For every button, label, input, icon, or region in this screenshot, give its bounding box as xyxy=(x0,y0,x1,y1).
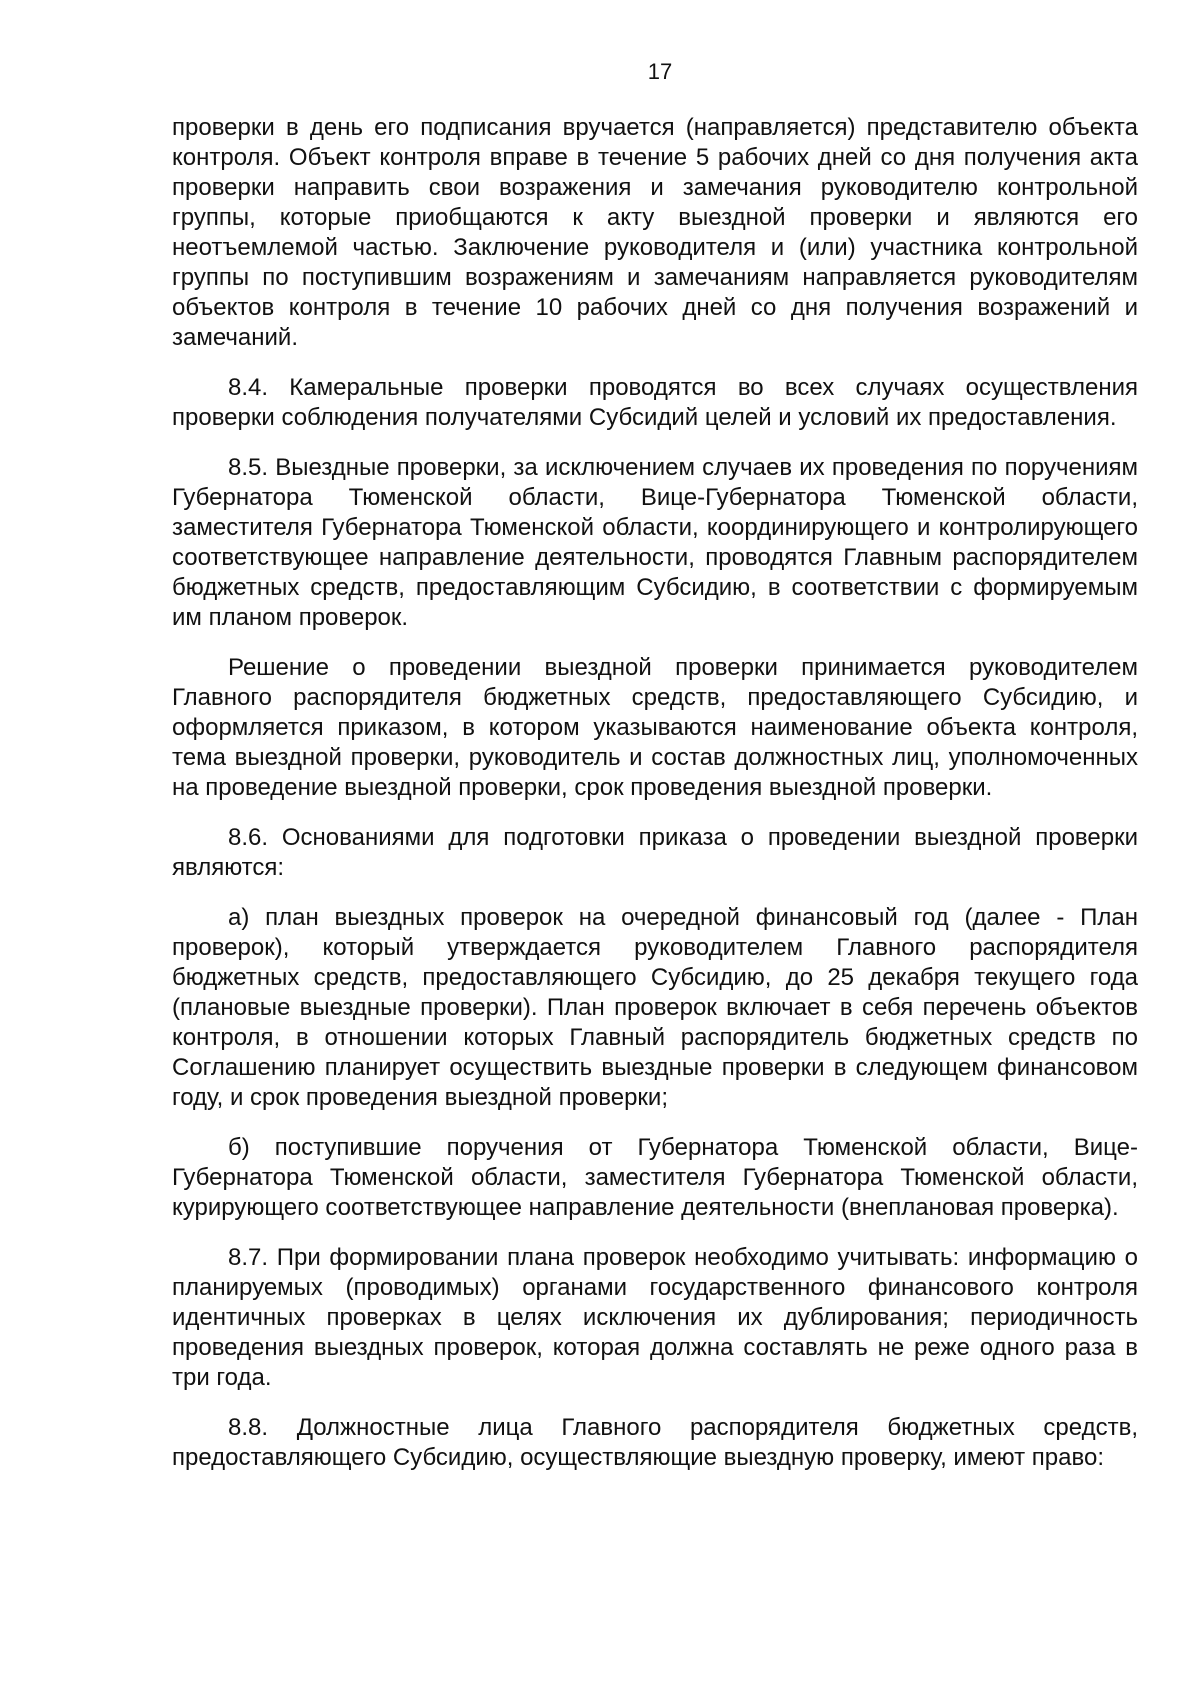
paragraph-8-8: 8.8. Должностные лица Главного распорядителя бюджетных средств, предоставляющего Субсидию, осуществляющие выездную проверку, имеют право: xyxy=(172,1414,1138,1471)
document-body xyxy=(172,113,1138,1493)
paragraph-8-6: 8.6. Основаниями для подготовки приказа о проведении выездной проверки являются: xyxy=(172,824,1138,881)
paragraph-8-5: 8.5. Выездные проверки, за исключением случаев их проведения по поручениям Губернатора Тюменской области, Вице-Губернатора Тюменской области, заместителя Губернатора Тюменской области, координирующего и контролирующего соответствующее направление деятельности, проводятся Главным распорядителем бюджетных средств, предоставляющим Субсидию, в соответствии с формируемым им планом проверок. xyxy=(172,454,1138,631)
paragraph-item-a: а) план выездных проверок на очередной финансовый год (далее - План проверок), который утверждается руководителем Главного распорядителя бюджетных средств, предоставляющего Субсидию, до 25 декабря текущего года (плановые выездные проверки). План проверок включает в себя перечень объектов контроля, в отношении которых Главный распорядитель бюджетных средств по Соглашению планирует осуществить выездные проверки в следующем финансовом году, и срок проведения выездной проверки; xyxy=(172,904,1138,1111)
paragraph-8-4: 8.4. Камеральные проверки проводятся во всех случаях осуществления проверки соблюдения получателями Субсидий целей и условий их предоставления. xyxy=(172,374,1138,431)
paragraph-8-7: 8.7. При формировании плана проверок необходимо учитывать: информацию о планируемых (проводимых) органами государственного финансового контроля идентичных проверках в целях исключения их дублирования; периодичность проведения выездных проверок, которая должна составлять не реже одного раза в три года. xyxy=(172,1244,1138,1391)
paragraph-decision: Решение о проведении выездной проверки принимается руководителем Главного распорядителя бюджетных средств, предоставляющего Субсидию, и оформляется приказом, в котором указываются наименование объекта контроля, тема выездной проверки, руководитель и состав должностных лиц, уполномоченных на проведение выездной проверки, срок проведения выездной проверки. xyxy=(172,654,1138,801)
paragraph-continuation: проверки в день его подписания вручается (направляется) представителю объекта контроля. Объект контроля вправе в течение 5 рабочих дней со дня получения акта проверки направить свои возражения и замечания руководителю контрольной группы, которые приобщаются к акту выездной проверки и являются его неотъемлемой частью. Заключение руководителя и (или) участника контрольной группы по поступившим возражениям и замечаниям направляется руководителям объектов контроля в течение 10 рабочих дней со дня получения возражений и замечаний. xyxy=(172,114,1138,351)
paragraph-item-b: б) поступившие поручения от Губернатора Тюменской области, Вице-Губернатора Тюменской области, заместителя Губернатора Тюменской области, курирующего соответствующее направление деятельности (внеплановая проверка). xyxy=(172,1134,1138,1221)
page-number: 17 xyxy=(647,59,673,84)
